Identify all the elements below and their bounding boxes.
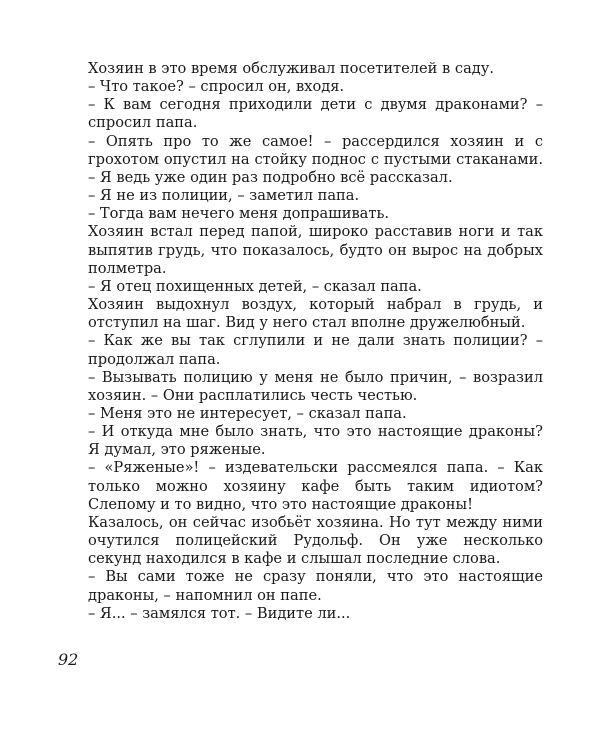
paragraph: – Как же вы так сглупили и не дали знать полиции? – продолжал папа. xyxy=(88,332,543,368)
paragraph: – Что такое? – спросил он, входя. xyxy=(88,78,345,96)
paragraph: Хозяин выдохнул воздух, который набрал в грудь, и отступил на шаг. Вид у него стал вполне дружелюбный. xyxy=(88,296,543,332)
paragraph: – Вызывать полицию у меня не было причин, – возразил хозяин. – Они расплатились честь честью. xyxy=(88,368,543,404)
paragraph: – Меня это не интересует, – сказал папа. xyxy=(88,404,407,422)
paragraph: Казалось, он сейчас изобьёт хозяина. Но тут между ними очутился полицейский Рудольф. Он уже несколько секунд находился в кафе и слышал последние слова. xyxy=(88,513,543,568)
paragraph: – Я отец похищенных детей, – сказал папа. xyxy=(88,277,422,295)
body-text xyxy=(88,60,543,623)
paragraph: – Опять про то же самое! – рассердился хозяин и с грохотом опустил на стойку поднос с пустыми стаканами. – Я ведь уже один раз подробно всё рассказал. xyxy=(88,132,543,186)
paragraph: – Тогда вам нечего меня допрашивать. xyxy=(88,205,390,223)
paragraph: – «Ряженые»! – издевательски рассмеялся папа. – Как только можно хозяину кафе быть таким идиотом? Слепому и то видно, что это настоящие драконы! xyxy=(88,459,543,513)
paragraph: Хозяин встал перед папой, широко расставив ноги и так выпятив грудь, что показалось, будто он вырос на добрых полметра. xyxy=(88,223,543,277)
paragraph: – И откуда мне было знать, что это настоящие драконы? Я думал, это ряженые. xyxy=(88,423,543,459)
paragraph: Хозяин в это время обслуживал посетителей в саду. xyxy=(88,60,494,77)
paragraph: – К вам сегодня приходили дети с двумя драконами? – спросил папа. xyxy=(88,96,543,132)
paragraph: – Я... – замялся тот. – Видите ли... xyxy=(88,604,351,622)
paragraph: – Я не из полиции, – заметил папа. xyxy=(88,187,360,205)
paragraph: – Вы сами тоже не сразу поняли, что это настоящие драконы, – напомнил он папе. xyxy=(88,568,543,604)
page-number: 92 xyxy=(58,650,79,669)
